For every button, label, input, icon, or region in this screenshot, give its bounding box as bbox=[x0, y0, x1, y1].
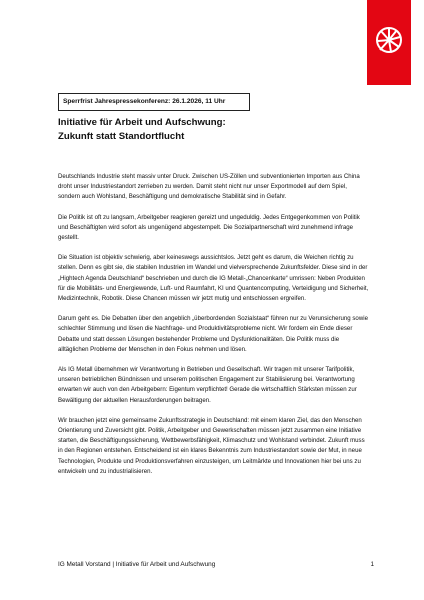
page-number: 1 bbox=[370, 561, 374, 568]
embargo-notice: Sperrfrist Jahrespressekonferenz: 26.1.2026, 11 Uhr bbox=[58, 93, 250, 111]
paragraph: Darum geht es. Die Debatten über den angeblich „überbordenden Sozialstaat“ führen nur zu Verunsicherung sowie schlechter Stimmung und lösen die Nachfrage- und Produktivitätsprobleme nicht. Wir fordern ein Ende dieser Debatte und statt dessen Lösungen bestehender Probleme und Dysfunktionalitäten. Die Politik muss die alltäglichen Probleme der Menschen in den Fokus nehmen und lösen. bbox=[58, 315, 368, 353]
footer-text: IG Metall Vorstand | Initiative für Arbeit und Aufschwung bbox=[58, 561, 216, 568]
ig-metall-logo bbox=[367, 0, 411, 85]
paragraph: Die Situation ist objektiv schwierig, aber keineswegs aussichtslos. Jetzt geht es darum, die Weichen richtig zu stellen. Denn es gibt sie, die stabilen Industrien im Wandel und vielversprechende Zukunftsfelder. Diese sind in der „Hightech Agenda Deutschland“ beschrieben und durch die IG Metall-„Chancenkarte“ umrissen: Neben Produkten für die Mobilitäts- und Energiewende, Luft- und Raumfahrt, KI und Quantencomputing, Verteidigung und Sicherheit, Medizintechnik, Robotik. Diese Chancen müssen wir jetzt mutig und entschlossen ergreifen. bbox=[58, 254, 369, 303]
igm-logo-icon bbox=[367, 0, 411, 85]
paragraph: Die Politik ist oft zu langsam, Arbeitgeber reagieren gereizt und ungeduldig. Jedes Entgegenkommen von Politik und Beschäftigten wird sofort als ungenügend abgestempelt. Die Sozialpartnerschaft wird zunehmend infrage gestellt. bbox=[58, 213, 360, 242]
title-line-1: Initiative für Arbeit und Aufschwung: bbox=[58, 117, 226, 128]
body-text bbox=[58, 172, 370, 487]
title-line-2: Zukunft statt Standortflucht bbox=[58, 131, 185, 142]
page-title bbox=[58, 116, 358, 144]
paragraph: Wir brauchen jetzt eine gemeinsame Zukunftsstrategie in Deutschland: mit einem klaren Ziel, das den Menschen Orientierung und Zuversicht gibt. Politik, Arbeitgeber und Gewerkschaften müssen jetzt zusammen eine Initiative starten, die Beschäftigungssicherung, Wettbewerbsfähigkeit, Klimaschutz und Wohlstand verbindet. Zukunft muss in den Regionen entstehen. Entscheidend ist ein klares Bekenntnis zum Industriestandort sowie der Mut, in neue Technologien, Produkte und Produktionsverfahren einzusteigen, um Leitmärkte und Innovationen hier bei uns zu entwickeln und zu industrialisieren. bbox=[58, 416, 365, 475]
paragraph: Als IG Metall übernehmen wir Verantwortung in Betrieben und Gesellschaft. Wir tragen mit unserer Tarifpolitik, unseren betrieblichen Bündnissen und unserem politischen Engagement zur Stabilisierung bei. Verantwortung erwarten wir auch von den Arbeitgebern: Eigentum verpflichtet! Gerade die wirtschaftlich Stärksten müssen zur Bewältigung der aktuellen Herausforderungen beitragen. bbox=[58, 366, 357, 404]
paragraph: Deutschlands Industrie steht massiv unter Druck. Zwischen US-Zöllen und subventionierten Importen aus China droht unser Industriestandort zerrieben zu werden. Damit steht nicht nur unser Exportmodell auf dem Spiel, sondern auch Wohlstand, Beschäftigung und demokratische Stabilität sind in Gefahr. bbox=[58, 173, 360, 201]
page-footer bbox=[58, 560, 374, 569]
